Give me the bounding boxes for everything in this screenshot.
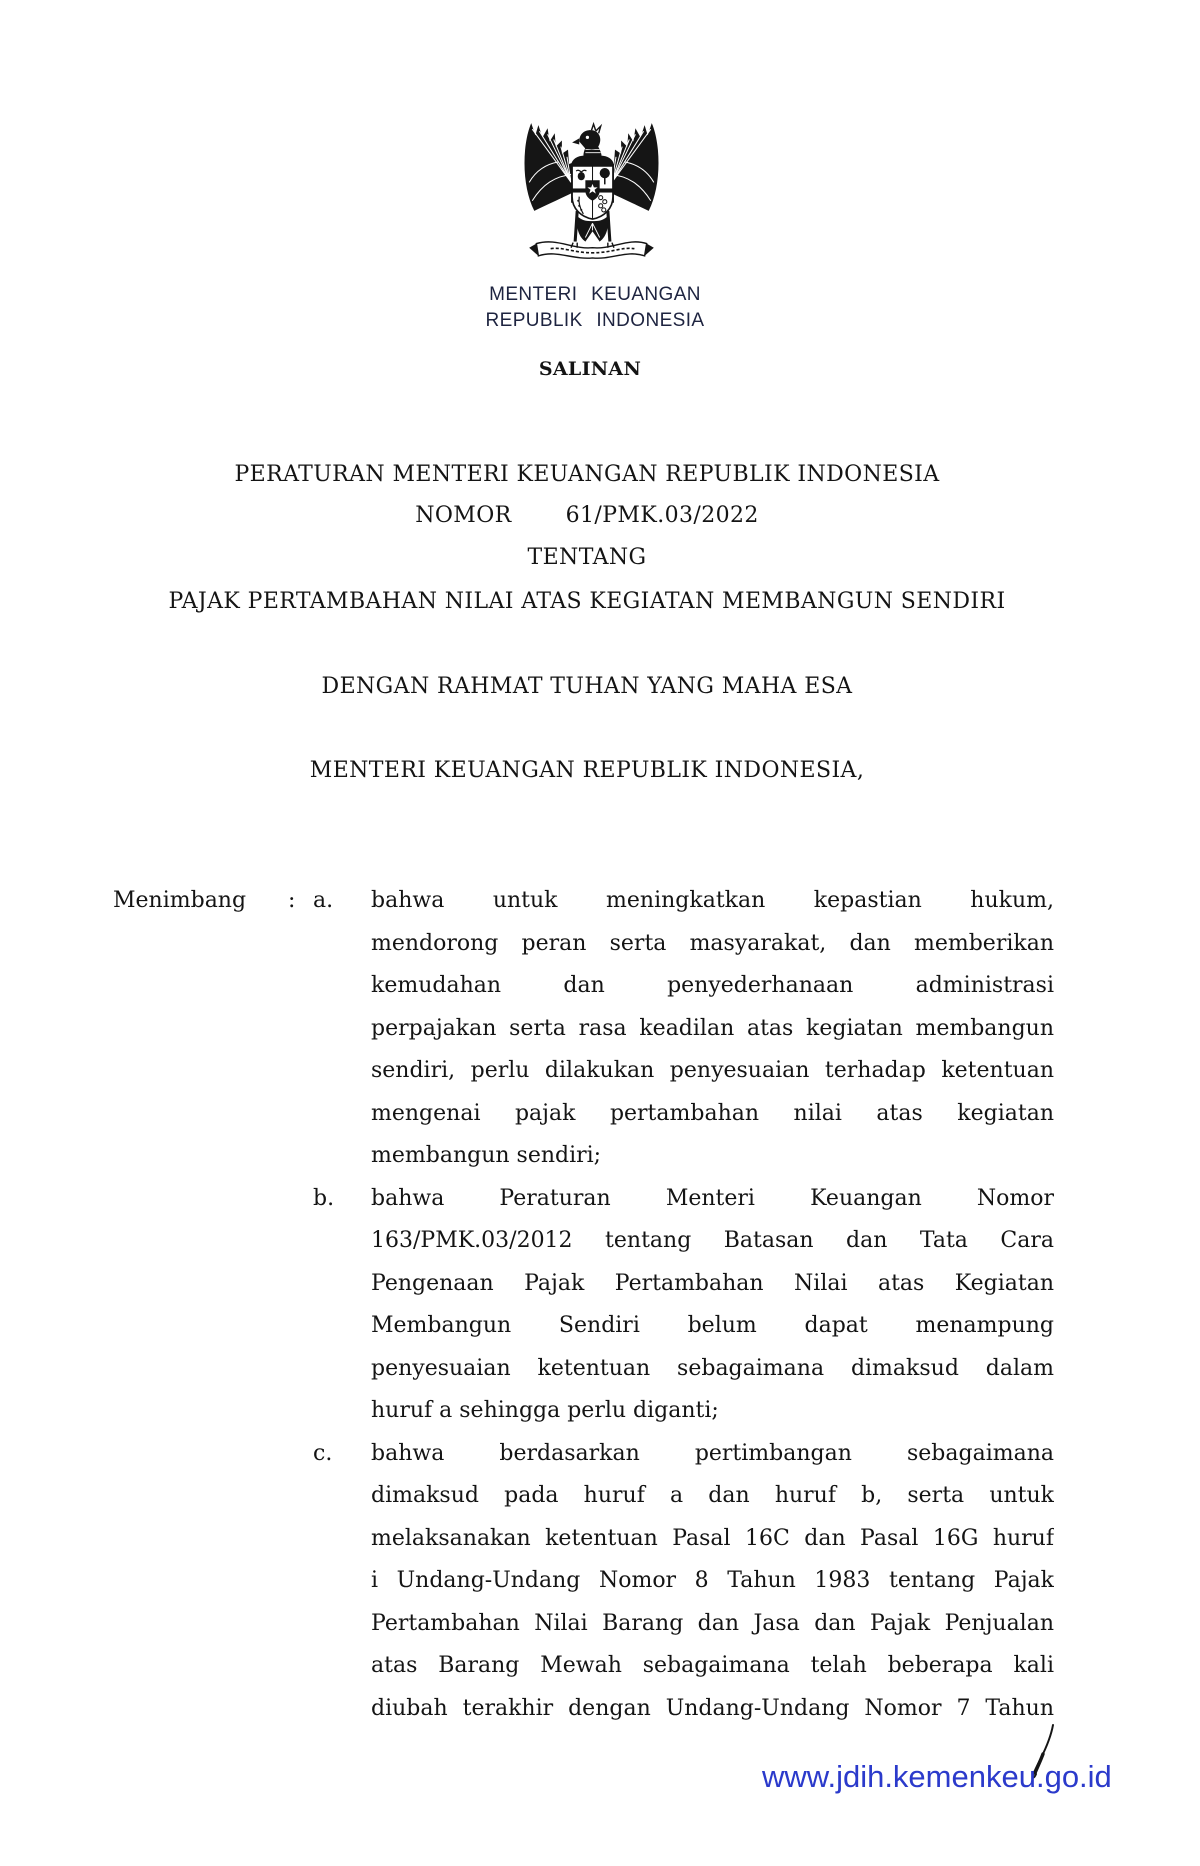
- text-line: bahwa Peraturan Menteri Keuangan Nomor: [371, 1185, 1054, 1211]
- text-line: diubah terakhir dengan Undang-Undang Nomor 7 Tahun: [371, 1695, 1054, 1721]
- text-line: huruf a sehingga perlu diganti;: [371, 1398, 719, 1423]
- copy-label: SALINAN: [538, 358, 642, 380]
- text-line: sendiri, perlu dilakukan penyesuaian terhadap ketentuan: [371, 1058, 1054, 1083]
- considering-separator: :: [288, 888, 296, 913]
- considering-item-a: [113, 880, 1054, 1178]
- regulation-about-label: TENTANG: [527, 545, 647, 570]
- emblem-head: [572, 124, 602, 158]
- website-link[interactable]: www.jdih.kemenkeu.go.id: [762, 1759, 1112, 1794]
- item-marker: c.: [313, 1440, 333, 1466]
- text-line: dimaksud pada huruf a dan huruf b, serta untuk: [371, 1483, 1054, 1508]
- text-line: mendorong peran serta masyarakat, dan memberikan: [371, 930, 1054, 956]
- considering-label: Menimbang: [113, 888, 247, 913]
- preamble-invocation: DENGAN RAHMAT TUHAN YANG MAHA ESA: [321, 674, 853, 699]
- emblem-wing-left: [524, 123, 577, 211]
- regulation-title: PERATURAN MENTERI KEUANGAN REPUBLIK INDONESIA: [234, 462, 940, 487]
- preamble-issuer: MENTERI KEUANGAN REPUBLIK INDONESIA,: [309, 758, 865, 783]
- considering-section: [113, 880, 1054, 1730]
- letterhead-country: REPUBLIK INDONESIA: [485, 310, 705, 331]
- text-line: 163/PMK.03/2012 tentang Batasan dan Tata Cara: [371, 1228, 1054, 1253]
- text-line: Membangun Sendiri belum dapat menampung: [371, 1313, 1054, 1338]
- considering-item-b: [113, 1178, 1054, 1433]
- text-line: perpajakan serta rasa keadilan atas kegiatan membangun: [371, 1015, 1054, 1041]
- text-line: kemudahan dan penyederhanaan administrasi: [371, 973, 1054, 998]
- text-line: bahwa untuk meningkatkan kepastian hukum,: [371, 888, 1054, 913]
- text-line: Pertambahan Nilai Barang dan Jasa dan Pajak Penjualan: [371, 1610, 1054, 1636]
- text-line: mengenai pajak pertambahan nilai atas kegiatan: [371, 1100, 1054, 1126]
- text-line: melaksanakan ketentuan Pasal 16C dan Pasal 16G huruf: [371, 1525, 1054, 1551]
- text-line: atas Barang Mewah sebagaimana telah beberapa kali: [371, 1653, 1054, 1678]
- regulation-number-label: NOMOR: [415, 503, 512, 528]
- garuda-pancasila-emblem: [520, 119, 663, 262]
- text-line: penyesuaian ketentuan sebagaimana dimaksud dalam: [371, 1355, 1054, 1381]
- item-marker: b.: [313, 1185, 335, 1211]
- text-line: Pengenaan Pajak Pertambahan Nilai atas Kegiatan: [371, 1270, 1054, 1296]
- regulation-number: 61/PMK.03/2022: [565, 503, 759, 528]
- item-marker: a.: [313, 888, 334, 913]
- text-line: i Undang-Undang Nomor 8 Tahun 1983 tentang Pajak: [371, 1568, 1054, 1593]
- emblem-scroll: [529, 242, 654, 258]
- letterhead-ministry: MENTERI KEUANGAN: [489, 284, 701, 305]
- regulation-subject: PAJAK PERTAMBAHAN NILAI ATAS KEGIATAN MEMBANGUN SENDIRI: [168, 589, 1006, 614]
- text-line: membangun sendiri;: [371, 1143, 602, 1168]
- text-line: bahwa berdasarkan pertimbangan sebagaimana: [371, 1440, 1054, 1466]
- considering-item-c: [113, 1433, 1054, 1731]
- regulation-number-line: [0, 496, 1174, 536]
